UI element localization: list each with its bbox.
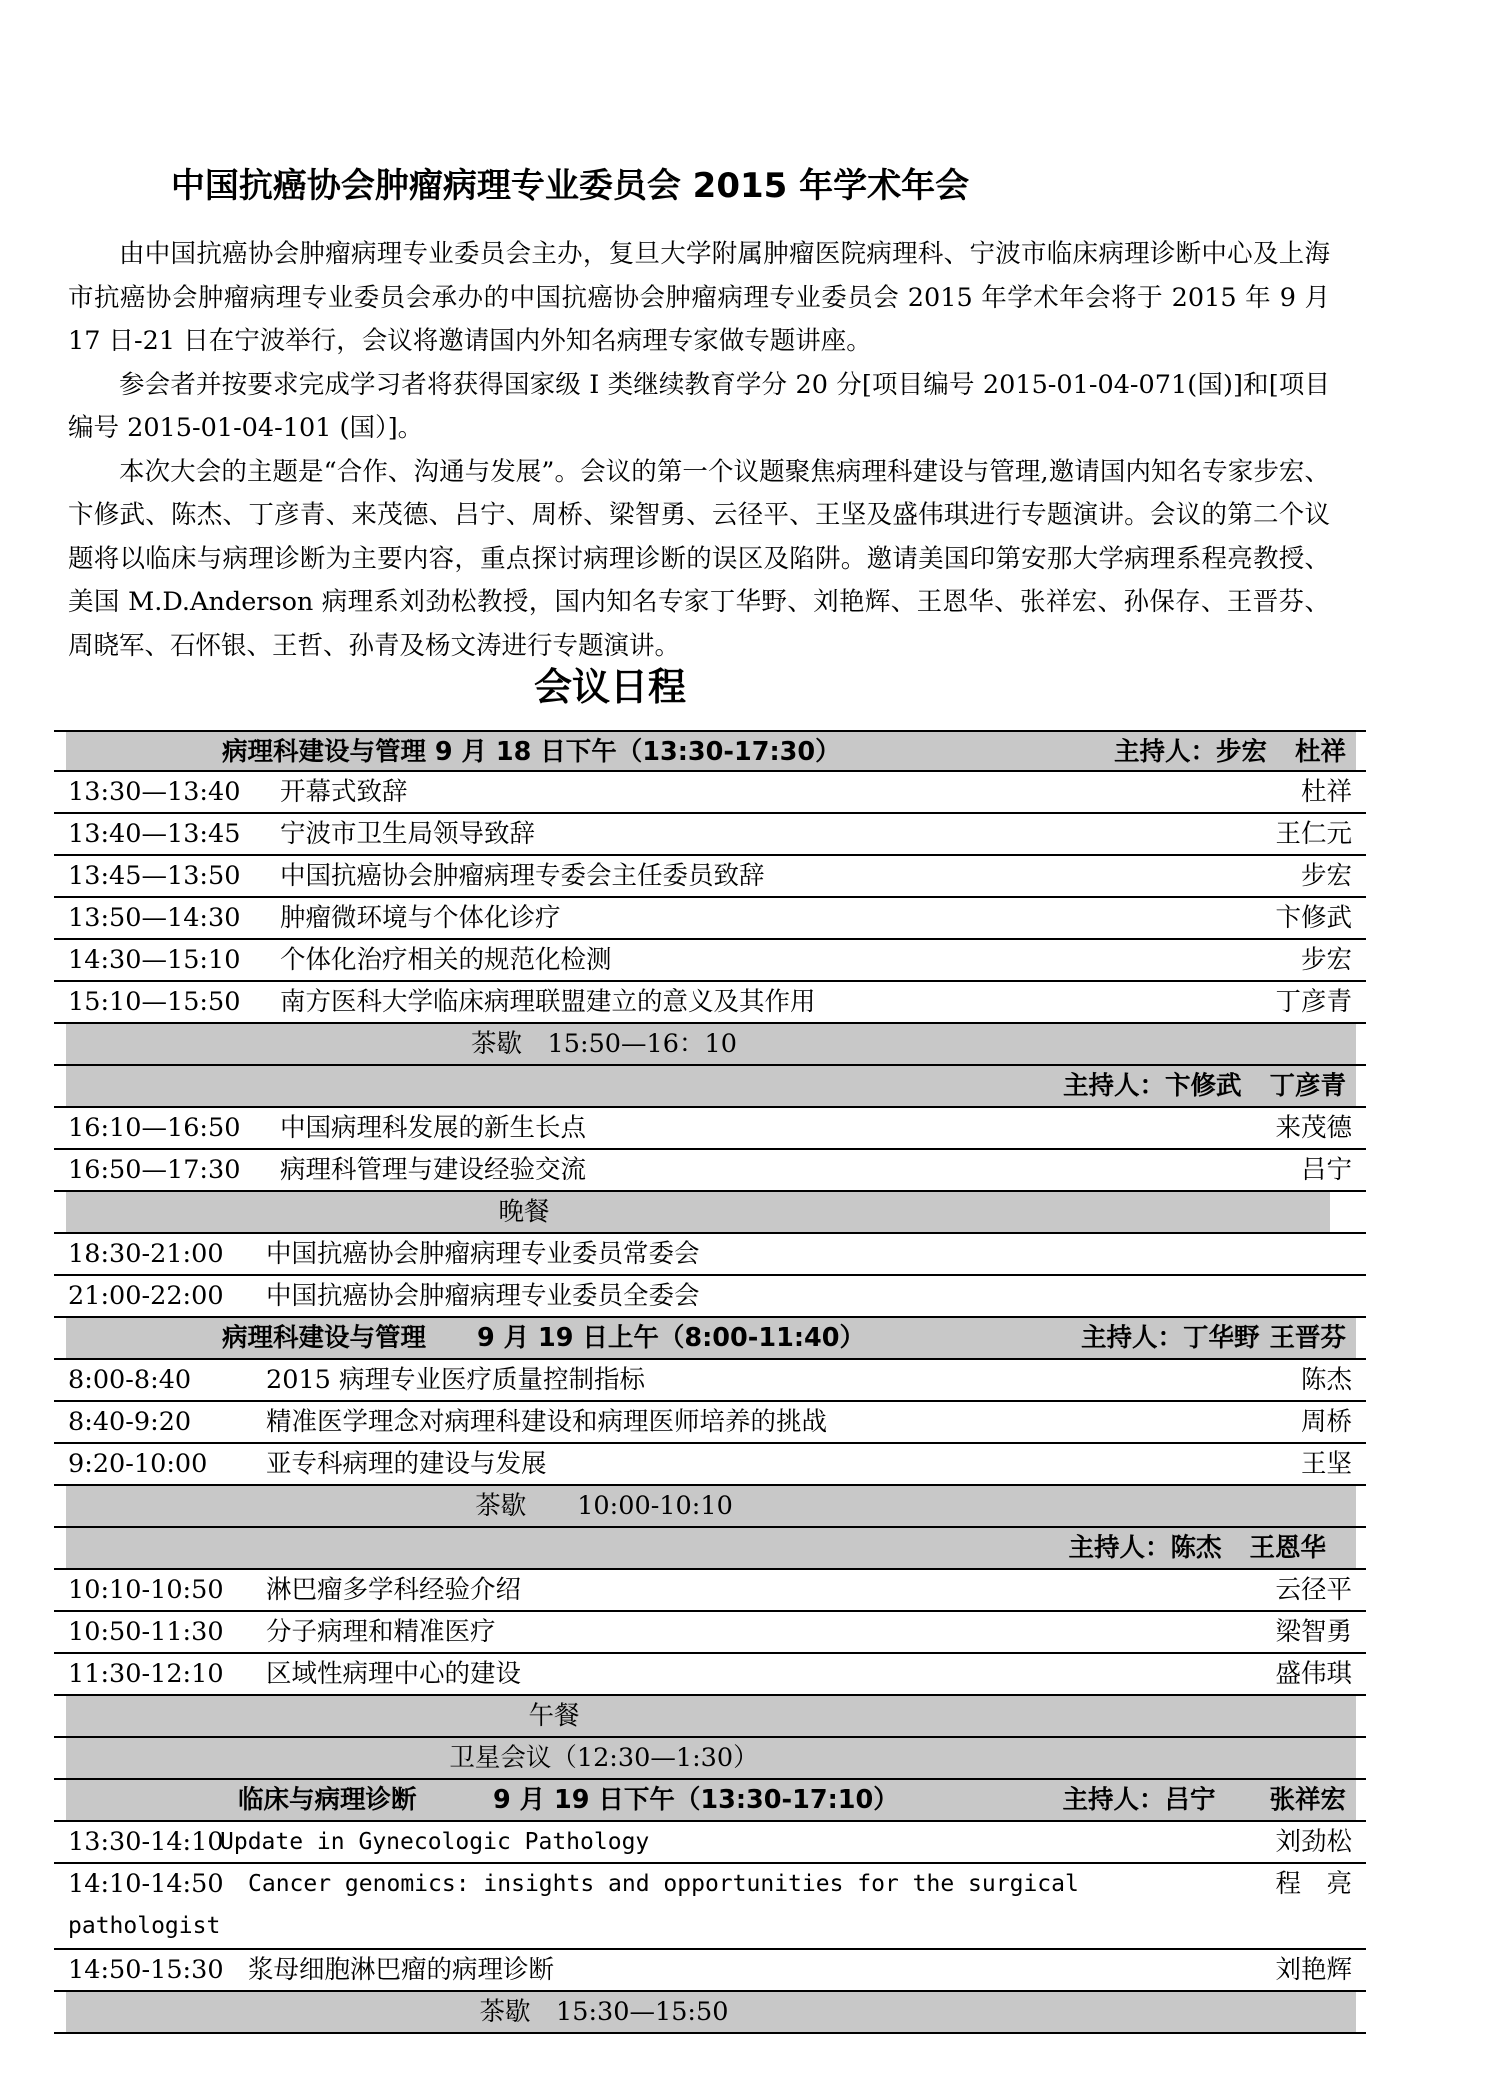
satellite-label: 卫星会议（12:30—1:30） bbox=[449, 1743, 759, 1773]
break-label: 茶歇 15:50—16：10 bbox=[471, 1029, 737, 1059]
hosts-row bbox=[54, 1528, 1366, 1570]
table-row: 13:30—13:40 开幕式致辞 杜祥 bbox=[54, 772, 1366, 814]
schedule-title: 会议日程 bbox=[533, 665, 686, 709]
section-title: 病理科建设与管理 9 月 19 日上午（8:00-11:40） bbox=[222, 1323, 866, 1353]
break-label: 茶歇 10:00-10:10 bbox=[475, 1491, 733, 1521]
table-row: 8:40-9:20 精准医学理念对病理科建设和病理医师培养的挑战 周桥 bbox=[54, 1402, 1366, 1444]
table-row: 16:50—17:30 病理科管理与建设经验交流 吕宁 bbox=[54, 1150, 1366, 1192]
table-row: 21:00-22:00 中国抗癌协会肿瘤病理专业委员全委会 bbox=[54, 1276, 1366, 1318]
dinner-label: 晚餐 bbox=[498, 1197, 550, 1227]
table-row: 13:50—14:30 肿瘤微环境与个体化诊疗 卞修武 bbox=[54, 898, 1366, 940]
schedule-table bbox=[54, 730, 1366, 2034]
table-row: 8:00-8:40 2015 病理专业医疗质量控制指标 陈杰 bbox=[54, 1360, 1366, 1402]
table-row: 13:45—13:50 中国抗癌协会肿瘤病理专委会主任委员致辞 步宏 bbox=[54, 856, 1366, 898]
intro-paragraph: 参会者并按要求完成学习者将获得国家级 I 类继续教育学分 20 分[项目编号 2015-01-04-071(国)]和[项目编号 2015-01-04-101 (国）]。 bbox=[68, 369, 1330, 443]
section-title: 临床与病理诊断 9 月 19 日下午（13:30-17:10） bbox=[238, 1785, 899, 1815]
hosts-row bbox=[54, 1066, 1366, 1108]
section-header bbox=[54, 1318, 1366, 1360]
section-header bbox=[54, 1780, 1366, 1822]
table-row: 14:50-15:30 浆母细胞淋巴瘤的病理诊断 刘艳辉 bbox=[54, 1950, 1366, 1992]
meal-row bbox=[54, 1696, 1366, 1738]
break-row bbox=[54, 1486, 1366, 1528]
table-row: 18:30-21:00 中国抗癌协会肿瘤病理专业委员常委会 bbox=[54, 1234, 1366, 1276]
section-hosts: 主持人：陈杰 王恩华 bbox=[1068, 1533, 1326, 1563]
section-title: 病理科建设与管理 9 月 18 日下午（13:30-17:30） bbox=[222, 737, 841, 767]
intro-text bbox=[68, 233, 1330, 668]
section-hosts: 主持人：卞修武 丁彦青 bbox=[1062, 1071, 1346, 1101]
section-hosts: 主持人：吕宁 张祥宏 bbox=[1062, 1785, 1346, 1815]
intro-paragraph: 由中国抗癌协会肿瘤病理专业委员会主办，复旦大学附属肿瘤医院病理科、宁波市临床病理诊断中心及上海市抗癌协会肿瘤病理专业委员会承办的中国抗癌协会肿瘤病理专业委员会 2015 年学术年会将于 2015 年 9 月 17 日-21 日在宁波举行，会议将邀请国内外知名病理专家做专题讲座。 bbox=[68, 239, 1330, 356]
break-label: 茶歇 15:30—15:50 bbox=[479, 1997, 729, 2027]
break-row bbox=[54, 1024, 1366, 1066]
table-row: 13:30-14:10 Update in Gynecologic Pathology 刘劲松 bbox=[54, 1822, 1366, 1864]
table-row: 10:50-11:30 分子病理和精准医疗 梁智勇 bbox=[54, 1612, 1366, 1654]
table-row: 13:40—13:45 宁波市卫生局领导致辞 王仁元 bbox=[54, 814, 1366, 856]
page-title: 中国抗癌协会肿瘤病理专业委员会 2015 年学术年会 bbox=[170, 166, 970, 206]
table-row: 14:10-14:50 Cancer genomics: insights and opportunities for the surgical pathologist 程 亮 bbox=[54, 1864, 1366, 1950]
table-row: 16:10—16:50 中国病理科发展的新生长点 来茂德 bbox=[54, 1108, 1366, 1150]
meal-row bbox=[54, 1192, 1366, 1234]
lunch-label: 午餐 bbox=[528, 1701, 580, 1731]
section-hosts: 主持人：步宏 杜祥 bbox=[1113, 737, 1346, 767]
table-row: 14:30—15:10 个体化治疗相关的规范化检测 步宏 bbox=[54, 940, 1366, 982]
table-row: 11:30-12:10 区域性病理中心的建设 盛伟琪 bbox=[54, 1654, 1366, 1696]
section-header bbox=[54, 730, 1366, 772]
table-row: 10:10-10:50 淋巴瘤多学科经验介绍 云径平 bbox=[54, 1570, 1366, 1612]
break-row bbox=[54, 1992, 1366, 2034]
table-row: 15:10—15:50 南方医科大学临床病理联盟建立的意义及其作用 丁彦青 bbox=[54, 982, 1366, 1024]
intro-paragraph: 本次大会的主题是“合作、沟通与发展”。会议的第一个议题聚焦病理科建设与管理,邀请国内知名专家步宏、卞修武、陈杰、丁彦青、来茂德、吕宁、周桥、梁智勇、云径平、王坚及盛伟琪进行专题演讲。会议的第二个议题将以临床与病理诊断为主要内容，重点探讨病理诊断的误区及陷阱。邀请美国印第安那大学病理系程亮教授、美国 M.D.Anderson 病理系刘劲松教授，国内知名专家丁华野、刘艳辉、王恩华、张祥宏、孙保存、王晋芬、周晓军、石怀银、王哲、孙青及杨文涛进行专题演讲。 bbox=[68, 456, 1330, 661]
satellite-row bbox=[54, 1738, 1366, 1780]
table-row: 9:20-10:00 亚专科病理的建设与发展 王坚 bbox=[54, 1444, 1366, 1486]
section-hosts: 主持人：丁华野 王晋芬 bbox=[1080, 1323, 1346, 1353]
